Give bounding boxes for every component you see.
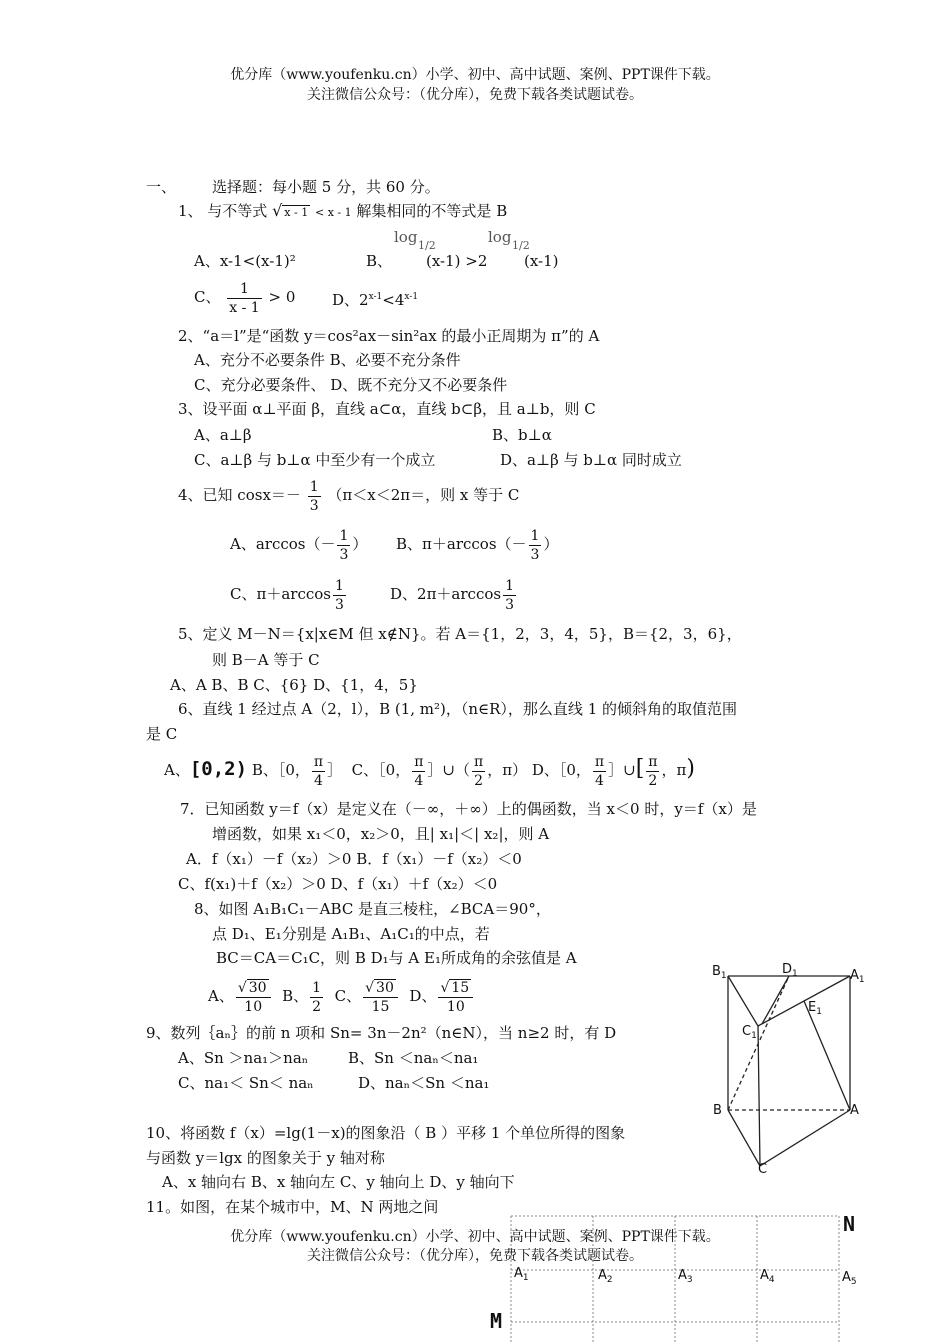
- q4-option-d: D、2π＋arccos $\frac{1}{3}$: [390, 577, 514, 613]
- q7-stem-2: 增函数，如果 x₁＜0，x₂＞0，且| x₁|＜| x₂|，则 A: [212, 825, 550, 843]
- grid-label-n: N: [843, 1212, 856, 1236]
- q3-option-b: B、b⊥α: [492, 426, 552, 444]
- q6-stem-2: 是 C: [146, 725, 178, 743]
- q2-options-cd: C、充分必要条件、 D、既不充分又不必要条件: [194, 376, 508, 394]
- label-c: C: [758, 1162, 768, 1177]
- q1-option-d: D、$2^{x-1}<4^{x-1}$: [332, 291, 419, 309]
- grid-label-a3: $A_3$: [678, 1268, 693, 1285]
- q1-option-a: A、x-1<(x-1)²: [194, 252, 296, 270]
- footer-line-1: 优分库（www.youfenku.cn）小学、初中、高中试题、案例、PPT课件下载。: [230, 1229, 720, 1245]
- grid-label-m: M: [490, 1309, 503, 1333]
- edge-c1-c: [758, 1026, 760, 1166]
- q1-log-base-2: 1/2: [512, 239, 530, 252]
- label-c1: $C_1$: [742, 1024, 757, 1041]
- grid-label-a4: $A_4$: [760, 1268, 775, 1285]
- section-number: 一、: [146, 178, 177, 196]
- edge-b1-c1: [728, 976, 758, 1026]
- q5-options: A、A B、B C、{6} D、{1，4，5}: [170, 676, 418, 694]
- q10-stem: 10、将函数 f（x）=lg(1－x)的图象沿（ B ）平移 1 个单位所得的图象: [146, 1124, 626, 1142]
- header-line-1: 优分库（www.youfenku.cn）小学、初中、高中试题、案例、PPT课件下载。: [230, 67, 720, 83]
- q1-option-c: C、 $\frac{1}{x - 1}$ > 0: [194, 280, 296, 316]
- q8-stem-3: BC＝CA＝C₁C，则 B D₁与 A E₁所成角的余弦值是 A: [216, 949, 577, 967]
- header-line-2: 关注微信公众号：（优分库），免费下载各类试题试卷。: [307, 87, 643, 103]
- footer-line-2: 关注微信公众号：（优分库），免费下载各类试题试卷。: [307, 1248, 643, 1264]
- segment-e1-a: [804, 1001, 850, 1110]
- q1-option-b-expr: (x-1) >2: [426, 252, 488, 270]
- q10-options: A、x 轴向右 B、x 轴向左 C、y 轴向上 D、y 轴向下: [162, 1173, 515, 1191]
- edge-a-c: [760, 1110, 850, 1166]
- grid-label-a1: $A_1$: [514, 1266, 529, 1283]
- label-d1: $D_1$: [782, 962, 798, 979]
- q9-option-c: C、na₁＜ Sn＜ naₙ: [178, 1074, 314, 1092]
- q6-options: A、[0,2) B、［0， $\frac{\pi}{4}$ ］ C、［0， $\frac{\pi}{4}$ ］∪（ $\frac{\pi}{2}$ ，π） D、［0， $\frac{\pi}{4}$ ］∪[ $\frac{\pi}{2}$ ，π): [164, 753, 695, 789]
- q1-stem: 1、 与不等式 √ x - 1 < x - 1 解集相同的不等式是 B: [178, 201, 508, 220]
- q2-stem: 2、“a＝l”是“函数 y＝cos²ax－sin²ax 的最小正周期为 π”的 A: [178, 327, 600, 345]
- label-a: A: [850, 1103, 859, 1118]
- q1-log-base-1: 1/2: [418, 239, 436, 252]
- q6-stem: 6、直线 1 经过点 A（2，l），B (1, m²)，（n∈R），那么直线 1 的倾斜角的取值范围: [178, 700, 738, 718]
- label-b1: $B_1$: [712, 964, 727, 981]
- q9-option-d: D、naₙ＜Sn ＜na₁: [358, 1074, 490, 1092]
- q10-stem-2: 与函数 y＝lgx 的图象关于 y 轴对称: [146, 1149, 385, 1167]
- q2-options-ab: A、充分不必要条件 B、必要不充分条件: [194, 351, 461, 369]
- q9-option-b: B、Sn ＜naₙ＜na₁: [348, 1049, 479, 1067]
- q1-log-2: log: [488, 228, 512, 246]
- q1-log-1: log: [394, 228, 418, 246]
- q9-stem: 9、数列｛aₙ｝的前 n 项和 Sn= 3n－2n²（n∈N），当 n≥2 时，有 D: [146, 1024, 617, 1042]
- q3-stem: 3、设平面 α⊥平面 β，直线 a⊂α，直线 b⊂β，且 a⊥b，则 C: [178, 400, 596, 418]
- label-b: B: [713, 1103, 722, 1118]
- label-a1: $A_1$: [850, 968, 865, 985]
- grid-label-a5: $A_5$: [842, 1270, 857, 1287]
- grid-label-a2: $A_2$: [598, 1268, 613, 1285]
- label-e1: $E_1$: [808, 1000, 822, 1017]
- q4-option-b: B、π＋arccos（－ $\frac{1}{3}$ ）: [396, 527, 559, 563]
- q3-option-c: C、a⊥β 与 b⊥α 中至少有一个成立: [194, 451, 436, 469]
- q4-stem: 4、已知 cosx＝－ $\frac{1}{3}$ （π＜x＜2π＝，则 x 等于 C: [178, 478, 520, 514]
- q7-options-ab: A．f（x₁）－f（x₂）＞0 B．f（x₁）－f（x₂）＜0: [186, 850, 522, 868]
- q1-option-b-expr2: (x-1): [524, 252, 559, 270]
- edge-b-c: [728, 1110, 760, 1166]
- q8-options: A、 $\frac{√ 30}{10}$ B、 $\frac{1}{2}$ C、 $\frac{√ 30}{15}$ D、 $\frac{√ 15}{10}$: [208, 974, 475, 1018]
- q3-option-d: D、a⊥β 与 b⊥α 同时成立: [500, 451, 682, 469]
- q8-stem-2: 点 D₁、E₁分别是 A₁B₁、A₁C₁的中点，若: [212, 925, 490, 943]
- q5-stem-2: 则 B－A 等于 C: [212, 651, 320, 669]
- section-title: 选择题：每小题 5 分，共 60 分。: [212, 178, 440, 196]
- q4-option-c: C、π＋arccos $\frac{1}{3}$: [230, 577, 344, 613]
- q1-option-b-label: B、: [366, 252, 393, 270]
- q3-option-a: A、a⊥β: [194, 426, 252, 444]
- street-grid-figure: [505, 1210, 845, 1344]
- q8-stem: 8、如图 A₁B₁C₁－ABC 是直三棱柱，∠BCA＝90°，: [194, 900, 551, 918]
- q5-stem: 5、定义 M－N＝{x|x∈M 但 x∉N}。若 A＝{1，2，3，4，5}，B＝{2，3，6}，: [178, 625, 742, 643]
- q11-stem: 11。如图，在某个城市中，M、N 两地之间: [146, 1198, 439, 1216]
- q4-option-a: A、arccos（－ $\frac{1}{3}$ ）: [230, 527, 368, 563]
- q7-options-cd: C、f(x₁)＋f（x₂）＞0 D、f（x₁）＋f（x₂）＜0: [178, 875, 498, 893]
- q7-stem: 7．已知函数 y＝f（x）是定义在（－∞，＋∞）上的偶函数，当 x＜0 时，y＝f（x）是: [180, 800, 757, 818]
- q9-option-a: A、Sn ＞na₁＞naₙ: [178, 1049, 309, 1067]
- prism-figure: [700, 960, 880, 1190]
